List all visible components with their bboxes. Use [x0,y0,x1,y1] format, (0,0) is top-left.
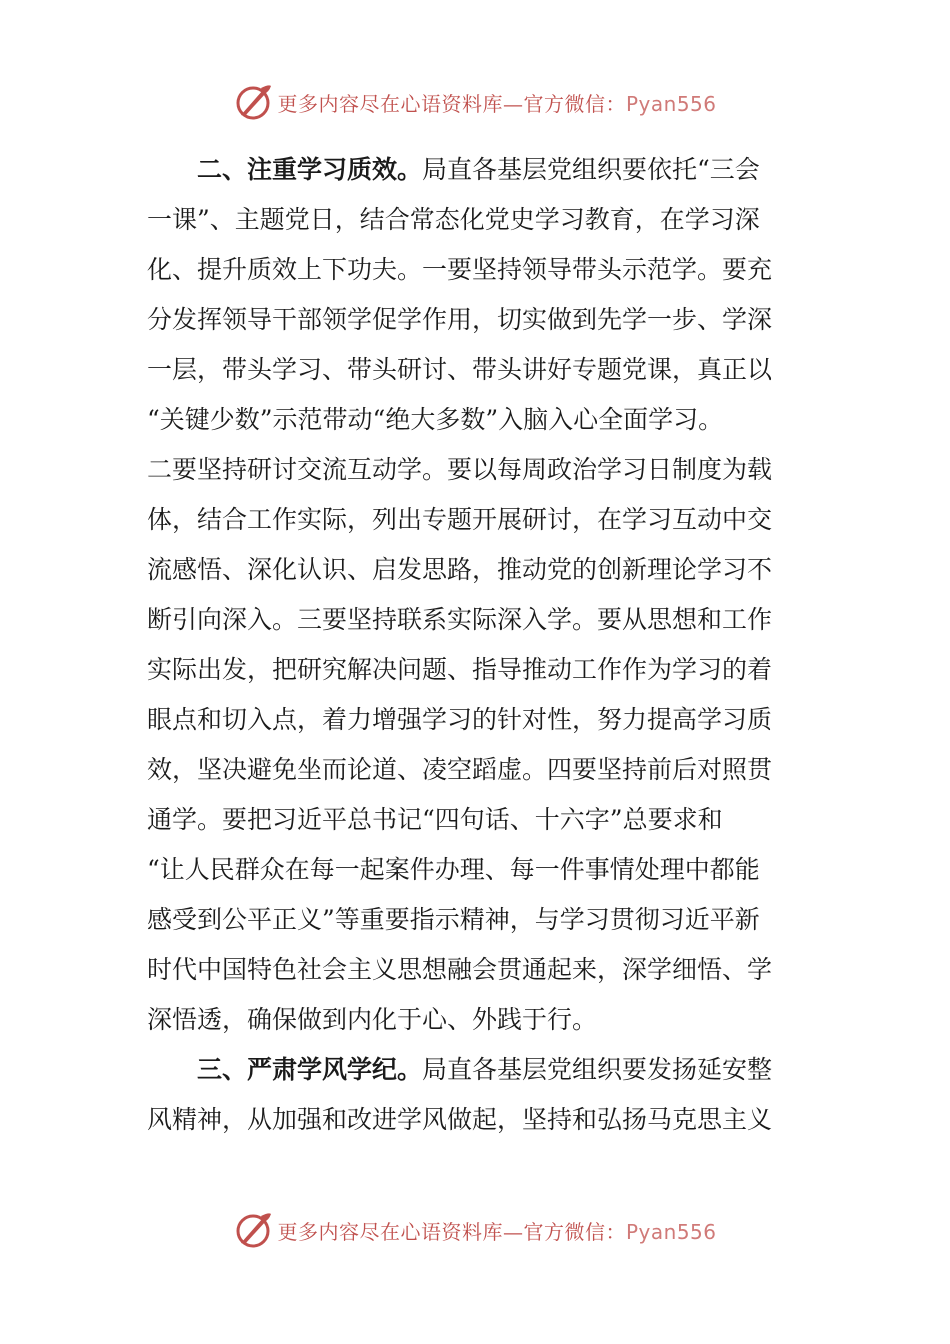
header-watermark [0,82,950,122]
watermark-text [277,88,716,117]
quill-pen-icon [233,1210,273,1250]
watermark-brand: 更多内容尽在心语资料库—官方微信： [277,91,626,116]
paragraph-line: 一课”、主题党日，结合常态化党史学习教育，在学习深 [147,205,760,234]
line-text: 局直各基层党组织要依托“三会 [422,155,760,184]
paragraph-line [147,145,787,195]
paragraph-line: 风精神，从加强和改进学风做起，坚持和弘扬马克思主义 [147,1105,773,1134]
paragraph-line: 一层，带头学习、带头研讨、带头讲好专题党课，真正以 [147,355,773,384]
paragraph-line [147,1045,787,1095]
paragraph-line: 深悟透，确保做到内化于心、外践于行。 [147,1005,598,1034]
paragraph-line: “关键少数”示范带动“绝大多数”入脑入心全面学习。 [147,405,724,434]
paragraph-line: 眼点和切入点，着力增强学习的针对性，努力提高学习质 [147,705,773,734]
paragraph-line: 化、提升质效上下功夫。一要坚持领导带头示范学。要充 [147,255,773,284]
section-3-paragraph [147,1045,787,1145]
watermark-wechat-id: Pyan556 [625,91,717,116]
paragraph-line: 分发挥领导干部领学促学作用，切实做到先学一步、学深 [147,305,773,334]
paragraph-line: 通学。要把习近平总书记“四句话、十六字”总要求和 [147,805,723,834]
watermark-wechat-id: Pyan556 [625,1219,717,1244]
section-3-heading: 三、严肃学风学纪。 [197,1055,423,1084]
footer-watermark [0,1210,950,1250]
paragraph-line: 体，结合工作实际，列出专题开展研讨，在学习互动中交 [147,505,773,534]
paragraph-line: 效，坚决避免坐而论道、凌空蹈虚。四要坚持前后对照贯 [147,755,773,784]
watermark-brand: 更多内容尽在心语资料库—官方微信： [277,1219,626,1244]
section-2-heading: 二、注重学习质效。 [197,155,423,184]
paragraph-line: “让人民群众在每一起案件办理、每一件事情处理中都能 [147,855,760,884]
paragraph-line: 感受到公平正义”等重要指示精神，与学习贯彻习近平新 [147,905,760,934]
document-body [147,145,787,1145]
paragraph-line: 断引向深入。三要坚持联系实际深入学。要从思想和工作 [147,605,773,634]
paragraph-line: 二要坚持研讨交流互动学。要以每周政治学习日制度为载 [147,455,773,484]
paragraph-line: 实际出发，把研究解决问题、指导推动工作作为学习的着 [147,655,773,684]
watermark-text [277,1216,716,1245]
line-text: 局直各基层党组织要发扬延安整 [422,1055,773,1084]
section-2-paragraph [147,145,787,1045]
quill-pen-icon [233,82,273,122]
paragraph-line: 流感悟、深化认识、启发思路，推动党的创新理论学习不 [147,555,773,584]
paragraph-line: 时代中国特色社会主义思想融会贯通起来，深学细悟、学 [147,955,773,984]
